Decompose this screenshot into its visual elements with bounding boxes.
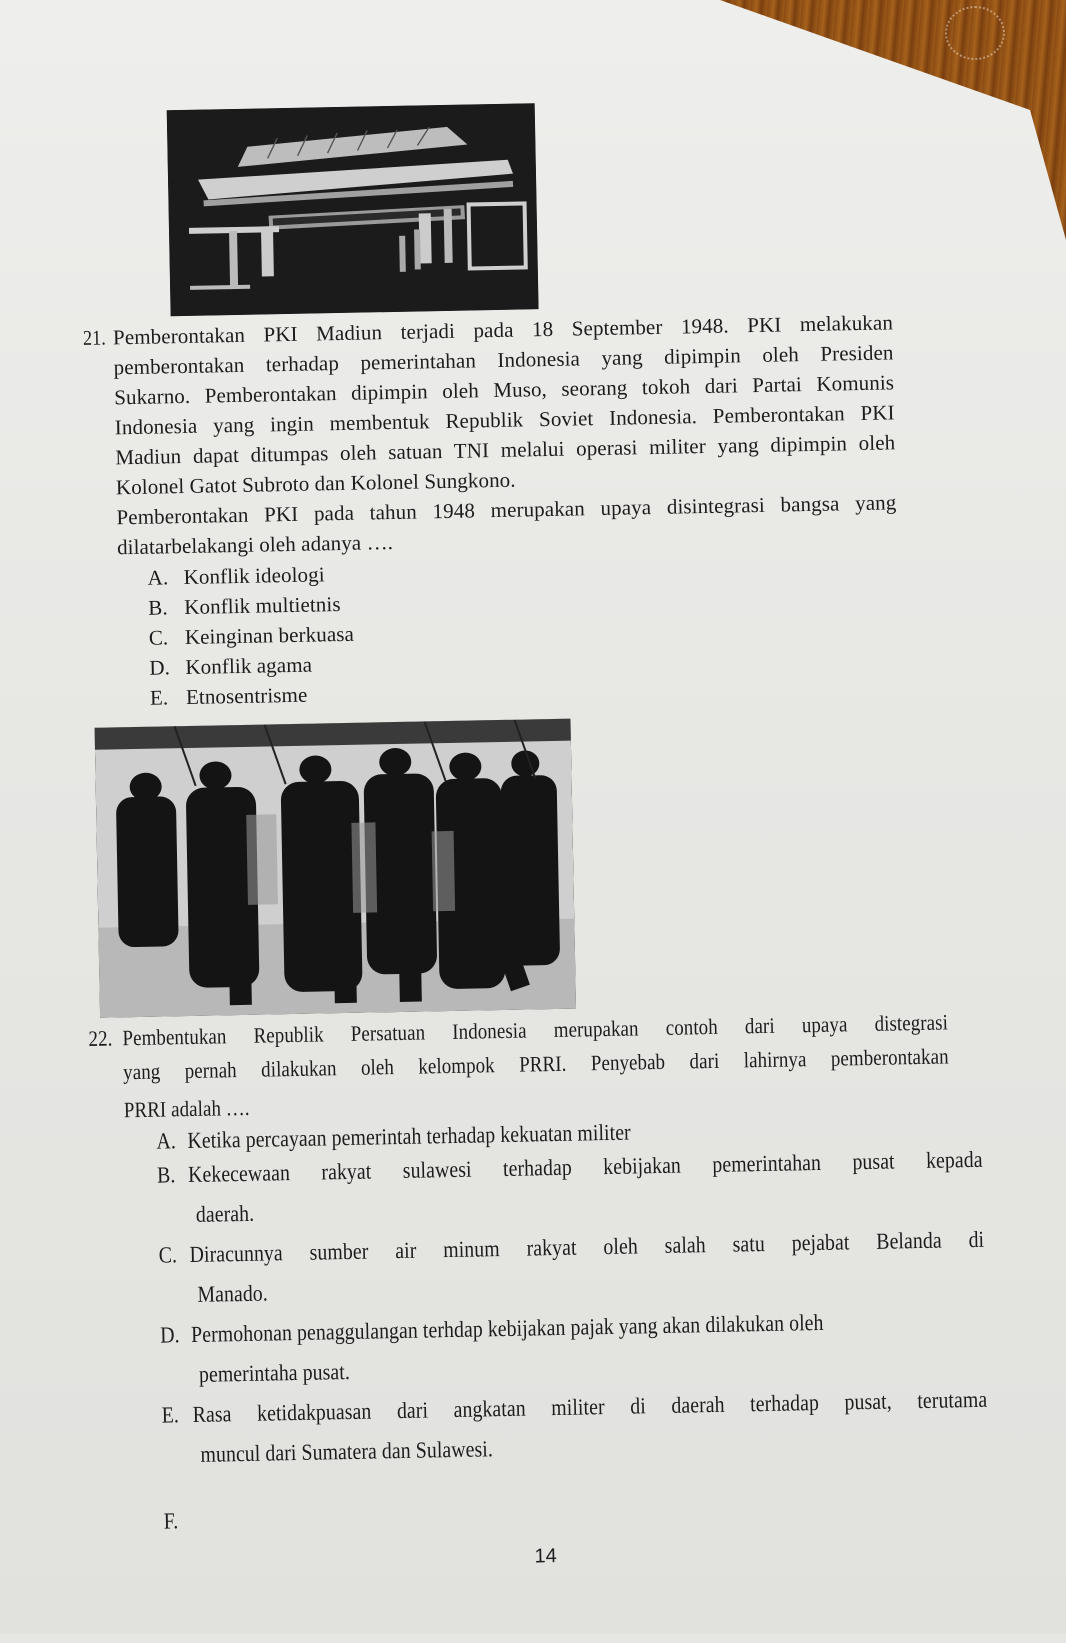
option-letter: E. bbox=[150, 685, 186, 711]
question-21-option-c[interactable] bbox=[149, 622, 355, 651]
option-text: Etnosentrisme bbox=[186, 683, 308, 709]
question-21-stem-line-8: dilatarbelakangi oleh adanya …. bbox=[117, 530, 393, 560]
question-21-stem-line-1: Pemberontakan PKI Madiun terjadi pada 18 September 1948. PKI melakukan bbox=[113, 310, 893, 350]
question-22-stem-line-1: Pembentukan Republik Persatuan Indonesia merupakan contoh dari upaya distegrasi bbox=[122, 1009, 948, 1051]
option-letter: C. bbox=[158, 1242, 189, 1269]
question-22-option-b[interactable] bbox=[157, 1147, 983, 1189]
option-letter: C. bbox=[149, 625, 185, 651]
question-21-stem-line-6: Kolonel Gatot Subroto dan Kolonel Sungkono. bbox=[116, 468, 516, 501]
page-number: 14 bbox=[534, 1545, 557, 1568]
question-22-option-c-line-2: Manado. bbox=[197, 1281, 268, 1308]
option-letter: D. bbox=[160, 1322, 191, 1349]
question-22-option-a[interactable] bbox=[156, 1120, 631, 1155]
option-text: Rasa ketidakpuasan dari angkatan militer di daerah terhadap pusat, terutama bbox=[192, 1387, 987, 1427]
option-letter: D. bbox=[149, 655, 185, 681]
question-22-option-e-line-2: muncul dari Sumatera dan Sulawesi. bbox=[200, 1436, 493, 1468]
option-letter: B. bbox=[148, 595, 184, 621]
monument-photo bbox=[167, 103, 539, 316]
question-21-option-b[interactable] bbox=[148, 592, 341, 621]
soldiers-photo bbox=[95, 719, 576, 1018]
option-letter: A. bbox=[147, 565, 183, 591]
question-22-option-d[interactable] bbox=[160, 1310, 824, 1349]
option-letter: B. bbox=[157, 1162, 188, 1189]
option-text: Ketika percayaan pemerintah terhadap kekuatan militer bbox=[187, 1120, 631, 1154]
question-21-stem-line-3: Sukarno. Pemberontakan dipimpin oleh Muso, seorang tokoh dari Partai Komunis bbox=[114, 370, 894, 410]
question-22-stem-line-2: yang pernah dilakukan oleh kelompok PRRI. Penyebab dari lahirnya pemberontakan bbox=[123, 1043, 949, 1085]
question-22-option-d-line-2: pemerintaha pusat. bbox=[199, 1359, 350, 1388]
question-22-option-c[interactable] bbox=[158, 1227, 984, 1269]
question-21-stem-line-2: pemberontakan terhadap pemerintahan Indonesia yang dipimpin oleh Presiden bbox=[113, 340, 893, 380]
question-21-stem-line-7: Pemberontakan PKI pada tahun 1948 merupakan upaya disintegrasi bangsa yang bbox=[116, 490, 896, 530]
option-text: Konflik ideologi bbox=[183, 562, 324, 589]
question-21-stem-line-5: Madiun dapat ditumpas oleh satuan TNI melalui operasi militer yang dipimpin oleh bbox=[115, 430, 895, 470]
question-22-option-b-line-2: daerah. bbox=[196, 1201, 255, 1228]
question-21-option-a[interactable] bbox=[147, 562, 324, 590]
option-letter: E. bbox=[162, 1402, 193, 1429]
question-22-option-f[interactable] bbox=[164, 1508, 195, 1535]
question-22-number: 22. bbox=[88, 1025, 112, 1051]
option-letter: A. bbox=[156, 1128, 187, 1155]
option-text: Konflik multietnis bbox=[184, 592, 341, 619]
question-22-stem-line-3: PRRI adalah …. bbox=[124, 1095, 250, 1123]
question-21-option-e[interactable] bbox=[150, 683, 308, 711]
option-text: Permohonan penaggulangan terhdap kebijakan pajak yang akan dilakukan oleh bbox=[191, 1310, 824, 1347]
option-text: Diracunnya sumber air minum rakyat oleh salah satu pejabat Belanda di bbox=[189, 1227, 984, 1267]
question-21-option-d[interactable] bbox=[149, 653, 312, 681]
question-21-stem-line-4: Indonesia yang ingin membentuk Republik Soviet Indonesia. Pemberontakan PKI bbox=[115, 400, 895, 440]
option-text: Konflik agama bbox=[185, 653, 312, 679]
option-text: Kekecewaan rakyat sulawesi terhadap kebijakan pemerintahan pusat kepada bbox=[188, 1147, 983, 1187]
question-22-option-e[interactable] bbox=[162, 1387, 988, 1429]
option-text: Keinginan berkuasa bbox=[185, 622, 355, 649]
question-21-number: 21. bbox=[83, 325, 106, 350]
option-letter: F. bbox=[164, 1508, 195, 1535]
